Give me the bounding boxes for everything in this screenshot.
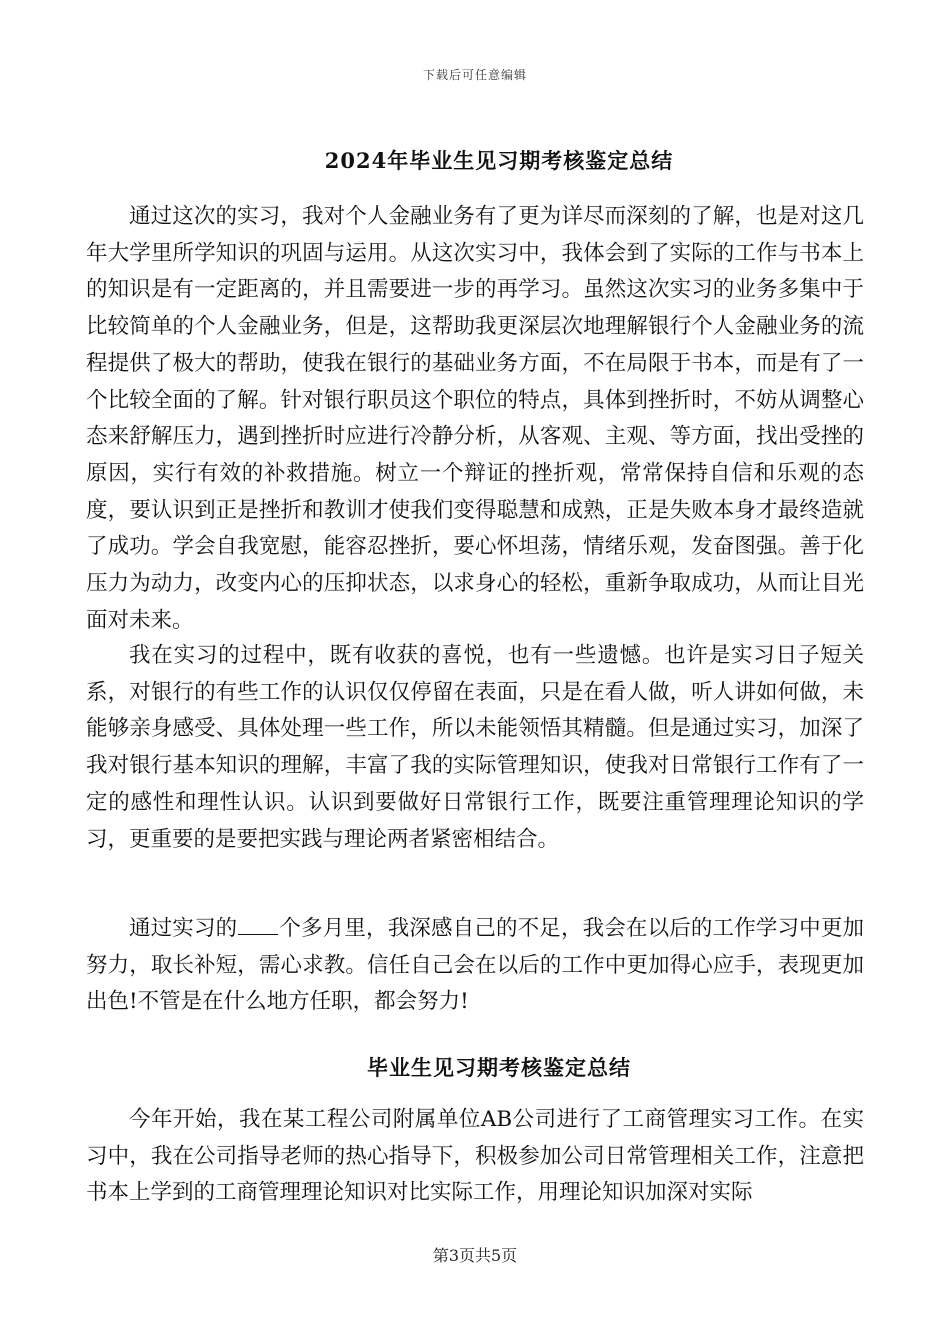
section-title: 2024年毕业生见习期考核鉴定总结 [324,148,674,173]
header-note: 下载后可任意编辑 [422,68,527,82]
body-paragraph: 我在实习的过程中，既有收获的喜悦，也有一些遗憾。也许是实习日子短关系，对银行的有些工作的认识仅仅停留在表面，只是在看人做，听人讲如何做，未能够亲身感受、具体处理一些工作，所以未能领悟其精髓。但是通过实习，加深了我对银行基本知识的理解，丰富了我的实际管理知识，使我对日常银行工作有了一定的感性和理性认识。认识到要做好日常银行工作，既要注重管理理论知识的学习，更重要的是要把实践与理论两者紧密相结合。 [86,643,864,852]
paragraph-text-before-blank: 通过实习的 [129,916,238,941]
fill-in-blank [238,916,278,935]
body-paragraph: 通过这次的实习，我对个人金融业务有了更为详尽而深刻的了解，也是对这几年大学里所学知识的巩固与运用。从这次实习中，我体会到了实际的工作与书本上的知识是有一定距离的，并且需要进一步的再学习。虽然这次实习的业务多集中于比较简单的个人金融业务，但是，这帮助我更深层次地理解银行个人金融业务的流程提供了极大的帮助，使我在银行的基础业务方面，不在局限于书本，而是有了一个比较全面的了解。针对银行职员这个职位的特点，具体到挫折时，不妨从调整心态来舒解压力，遇到挫折时应进行冷静分析，从客观、主观、等方面，找出受挫的原因，实行有效的补救措施。树立一个辩证的挫折观，常常保持自信和乐观的态度，要认识到正是挫折和教训才使我们变得聪慧和成熟，正是失败本身才最终造就了成功。学会自我宽慰，能容忍挫折，要心怀坦荡，情绪乐观，发奋图强。善于化压力为动力，改变内心的压抑状态，以求身心的轻松，重新争取成功，从而让目光面对未来。 [86,204,864,633]
body-paragraph [86,911,864,1021]
section-title: 毕业生见习期考核鉴定总结 [367,1055,631,1080]
page-number: 第3页共5页 [432,1246,518,1265]
body-paragraph: 今年开始，我在某工程公司附属单位AB公司进行了工商管理实习工作。在实习中，我在公司指导老师的热心指导下，积极参加公司日常管理相关工作，注意把书本上学到的工商管理理论知识对比实际工作，用理论知识加深对实际 [86,1107,864,1206]
paragraph-text-after-blank: 个多月里，我深感自己的不足，我会在以后的工作学习中更加努力，取长补短，需心求教。信任自己会在以后的工作中更加得心应手，表现更加出色!不管是在什么地方任职，都会努力! [86,916,864,1015]
